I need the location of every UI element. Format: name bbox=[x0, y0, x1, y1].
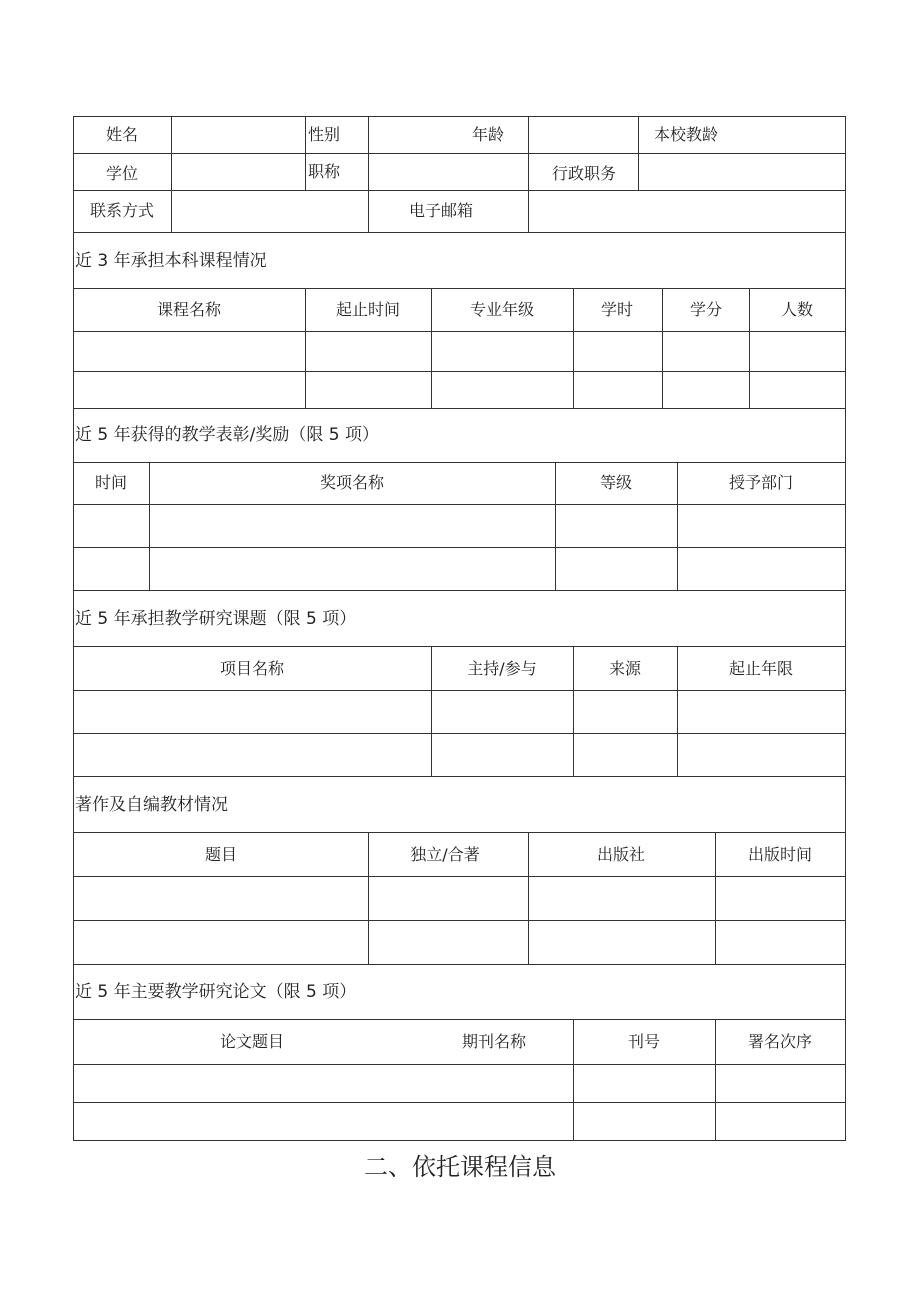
courses-header-hours: 学时 bbox=[600, 300, 634, 319]
papers-header-title: 论文题目 bbox=[219, 1032, 285, 1051]
papers-header-journal: 期刊名称 bbox=[461, 1032, 527, 1051]
name-field[interactable] bbox=[172, 117, 305, 153]
table-border-left bbox=[73, 116, 74, 1141]
papers-header-order: 署名次序 bbox=[747, 1032, 813, 1051]
name-label: 姓名 bbox=[105, 125, 139, 144]
email-field[interactable] bbox=[529, 191, 845, 232]
projects-header-source: 来源 bbox=[608, 659, 642, 678]
next-section-heading: 二、依托课程信息 bbox=[364, 1153, 556, 1181]
courses-section-title: 近 3 年承担本科课程情况 bbox=[75, 251, 267, 271]
awards-table-row[interactable] bbox=[74, 548, 845, 590]
awards-section-title: 近 5 年获得的教学表彰/奖励（限 5 项） bbox=[75, 425, 379, 445]
table-border-right bbox=[845, 116, 846, 1141]
books-table-row[interactable] bbox=[74, 877, 845, 920]
papers-table-row[interactable] bbox=[74, 1065, 845, 1102]
courses-header-name: 课程名称 bbox=[156, 300, 222, 319]
books-header-date: 出版时间 bbox=[747, 845, 813, 864]
awards-table-row[interactable] bbox=[74, 505, 845, 547]
projects-table-row[interactable] bbox=[74, 691, 845, 733]
courses-header-students: 人数 bbox=[780, 300, 814, 319]
papers-header-issue: 刊号 bbox=[627, 1032, 661, 1051]
awards-header-level: 等级 bbox=[599, 473, 633, 492]
projects-header-name: 项目名称 bbox=[219, 659, 285, 678]
awards-header-time: 时间 bbox=[94, 473, 128, 492]
gender-label: 性别 bbox=[308, 125, 341, 144]
awards-header-name: 奖项名称 bbox=[319, 473, 385, 492]
projects-header-period: 起止年限 bbox=[728, 659, 794, 678]
contact-field[interactable] bbox=[172, 191, 368, 232]
courses-table-row[interactable] bbox=[74, 332, 845, 371]
books-section-title: 著作及自编教材情况 bbox=[75, 795, 228, 815]
courses-table-row[interactable] bbox=[74, 372, 845, 408]
gender-field[interactable] bbox=[369, 117, 469, 153]
title-label: 职称 bbox=[308, 162, 341, 181]
courses-header-credits: 学分 bbox=[689, 300, 723, 319]
books-table-row[interactable] bbox=[74, 921, 845, 964]
courses-header-major: 专业年级 bbox=[469, 300, 535, 319]
email-label: 电子邮箱 bbox=[408, 201, 474, 220]
degree-field[interactable] bbox=[172, 154, 305, 190]
degree-label: 学位 bbox=[105, 164, 139, 183]
admin-post-field[interactable] bbox=[639, 154, 845, 190]
courses-header-period: 起止时间 bbox=[335, 300, 401, 319]
admin-post-label: 行政职务 bbox=[551, 164, 617, 183]
books-header-authorship: 独立/合著 bbox=[410, 845, 480, 864]
age-label: 年龄 bbox=[472, 125, 505, 144]
papers-table-row[interactable] bbox=[74, 1103, 845, 1140]
projects-section-title: 近 5 年承担教学研究课题（限 5 项） bbox=[75, 609, 357, 629]
title-field[interactable] bbox=[369, 154, 528, 190]
awards-header-dept: 授予部门 bbox=[728, 473, 794, 492]
projects-header-role: 主持/参与 bbox=[467, 659, 537, 678]
books-header-title: 题目 bbox=[204, 845, 238, 864]
projects-table-row[interactable] bbox=[74, 734, 845, 776]
papers-section-title: 近 5 年主要教学研究论文（限 5 项） bbox=[75, 982, 357, 1002]
age-field[interactable] bbox=[529, 117, 638, 153]
contact-label: 联系方式 bbox=[89, 201, 155, 220]
teaching-years-label: 本校教龄 bbox=[654, 125, 719, 144]
books-header-publisher: 出版社 bbox=[596, 845, 646, 864]
